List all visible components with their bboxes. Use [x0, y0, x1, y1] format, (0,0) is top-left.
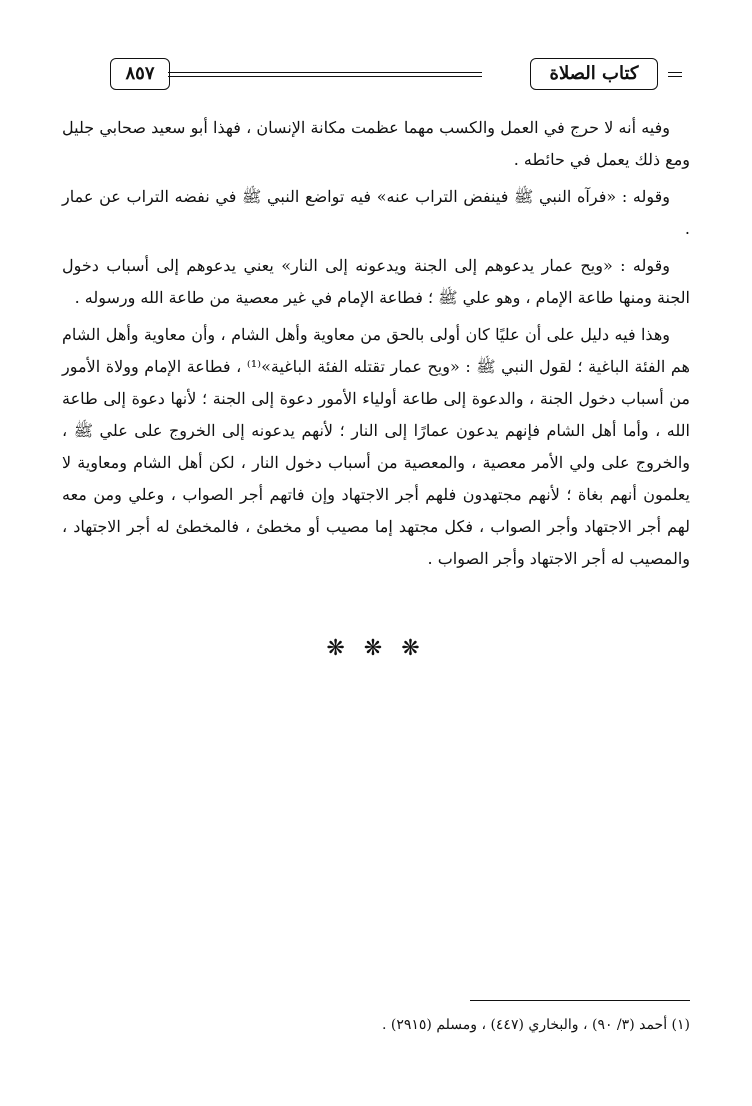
- page-body: [62, 112, 690, 580]
- page-number: ٨٥٧: [110, 58, 170, 90]
- chapter-title: كتاب الصلاة: [530, 58, 658, 90]
- header-rule-right: [668, 72, 682, 77]
- page-header: [68, 58, 682, 94]
- header-rule-left: [168, 72, 482, 77]
- footnote: (١) أحمد (٣/ ٩٠) ، والبخاري (٤٤٧) ، ومسلم (٢٩١٥) .: [381, 1017, 690, 1033]
- paragraph-3: وقوله : «ويح عمار يدعوهم إلى الجنة ويدعونه إلى النار» يعني يدعوهم إلى أسباب دخول الجنة ومنها طاعة الإمام ، وهو علي ﷺ ؛ فطاعة الإمام في غير معصية من طاعة الله ورسوله .: [62, 256, 690, 307]
- paragraph-1: وفيه أنه لا حرج في العمل والكسب مهما عظمت مكانة الإنسان ، فهذا أبو سعيد صحابي جليل ومع ذلك يعمل في حائطه .: [62, 118, 690, 169]
- section-separator: ❋ ❋ ❋: [326, 636, 426, 661]
- footnote-rule: [470, 1000, 690, 1001]
- paragraph-2: وقوله : «فرآه النبي ﷺ فينفض التراب عنه» فيه تواضع النبي ﷺ في نفضه التراب عن عمار .: [62, 187, 690, 238]
- paragraph-4: وهذا فيه دليل على أن عليًا كان أولى بالحق من معاوية وأهل الشام ، وأن معاوية وأهل الشام هم الفئة الباغية ؛ لقول النبي ﷺ : «ويح عمار تقتله الفئة الباغية»⁽¹⁾ ، فطاعة الإمام وولاة الأمور من أسباب دخول الجنة ، والدعوة إلى طاعة أولياء الأمور دعوة إلى الجنة ؛ لأنها دعوة إلى طاعة الله ، وأما أهل الشام فإنهم يدعون عمارًا إلى النار ؛ لأنهم يدعونه إلى الخروج على علي ﷺ ، والخروج على ولي الأمر معصية ، والمعصية من أسباب دخول النار ، لكن أهل الشام ومعاوية لا يعلمون أنهم بغاة ؛ لأنهم مجتهدون فلهم أجر الاجتهاد وإن فاتهم أجر الصواب ، وعلي ومن معه لهم أجر الاجتهاد وأجر الصواب ، فكل مجتهد إما مصيب أو مخطئ ، فالمخطئ له أجر الاجتهاد ، والمصيب له أجر الاجتهاد وأجر الصواب .: [62, 325, 690, 568]
